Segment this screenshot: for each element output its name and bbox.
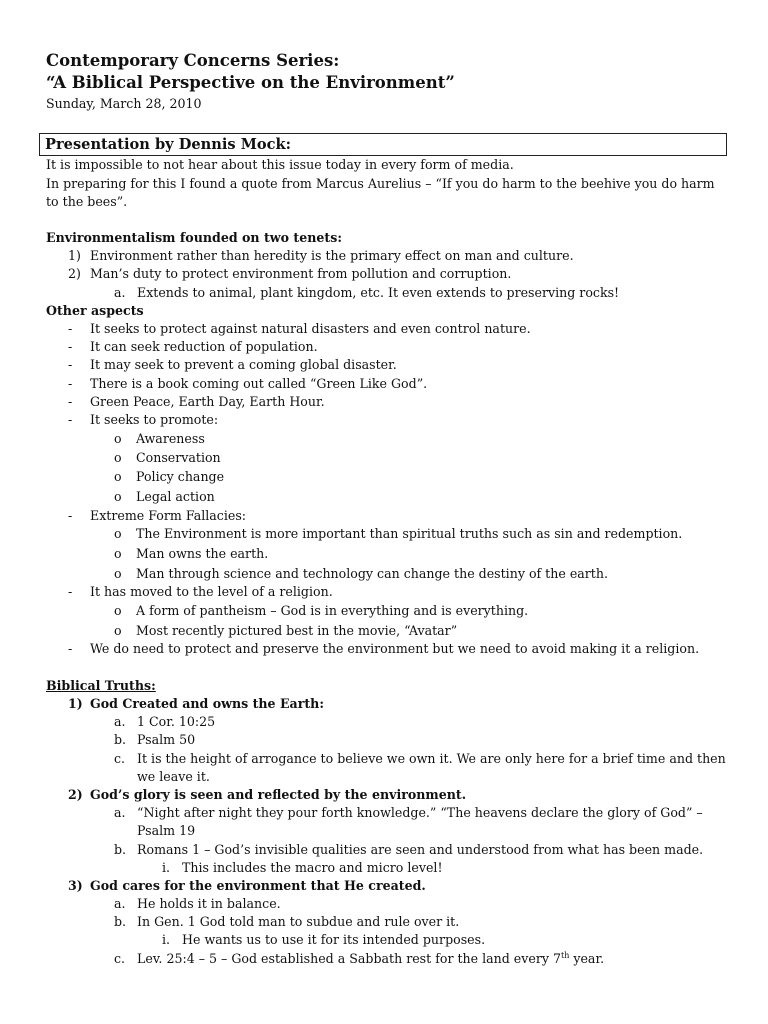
truth-sub-text: In Gen. 1 God told man to subdue and rule over it.: [137, 914, 460, 929]
dash-bullet: -: [68, 584, 73, 599]
religion-item: A form of pantheism – God is in everything and is everything.: [136, 603, 529, 618]
truth-sub-marker: a.: [114, 805, 126, 820]
dash-bullet: -: [68, 321, 73, 336]
truth-roman-text: He wants us to use it for its intended purposes.: [182, 932, 486, 947]
aspect-item: There is a book coming out called “Green Like God”.: [90, 376, 428, 391]
circle-bullet: o: [114, 566, 122, 581]
aspect-item: Green Peace, Earth Day, Earth Hour.: [90, 394, 325, 409]
document-date: Sunday, March 28, 2010: [46, 96, 202, 111]
dash-bullet: -: [68, 357, 73, 372]
truth-sub-marker: c.: [114, 951, 126, 966]
tenet-text: Man’s duty to protect environment from pollution and corruption.: [90, 266, 512, 281]
truth-marker: 3): [68, 878, 83, 893]
promote-item: Conservation: [136, 450, 221, 465]
dash-bullet: -: [68, 394, 73, 409]
dash-bullet: -: [68, 339, 73, 354]
truth-sub-text: “Night after night they pour forth knowledge.” “The heavens declare the glory of God” –: [137, 805, 703, 820]
circle-bullet: o: [114, 603, 122, 618]
promote-item: Policy change: [136, 469, 225, 484]
circle-bullet: o: [114, 526, 122, 541]
circle-bullet: o: [114, 489, 122, 504]
fallacy-item: Man owns the earth.: [136, 546, 269, 561]
intro-line-2: In preparing for this I found a quote from Marcus Aurelius – “If you do harm to the beehive you do harm: [46, 176, 715, 191]
truth-roman-marker: i.: [162, 932, 171, 947]
fallacy-item: Man through science and technology can change the destiny of the earth.: [136, 566, 608, 581]
aspect-item: Extreme Form Fallacies:: [90, 508, 247, 523]
other-aspects-heading: Other aspects: [46, 303, 144, 318]
fallacy-item: The Environment is more important than spiritual truths such as sin and redemption.: [136, 526, 683, 541]
lev-text: Lev. 25:4 – 5 – God established a Sabbath rest for the land every 7: [137, 951, 561, 966]
series-title: Contemporary Concerns Series:: [46, 51, 340, 70]
tenets-heading: Environmentalism founded on two tenets:: [46, 230, 342, 245]
truth-sub-text-continued: Psalm 19: [137, 823, 196, 838]
promote-item: Legal action: [136, 489, 215, 504]
truth-sub-marker: a.: [114, 896, 126, 911]
truth-sub-text: It is the height of arrogance to believe we own it. We are only here for a brief time and then: [137, 751, 726, 766]
circle-bullet: o: [114, 546, 122, 561]
truth-sub-text: Psalm 50: [137, 732, 196, 747]
document-title: “A Biblical Perspective on the Environment”: [46, 73, 455, 92]
truth-marker: 2): [68, 787, 83, 802]
intro-line-3: to the bees”.: [46, 194, 128, 209]
presenter-box: [39, 133, 727, 156]
truth-sub-marker: b.: [114, 732, 127, 747]
aspect-item: It seeks to promote:: [90, 412, 219, 427]
ordinal-suffix: th: [560, 950, 570, 960]
tenet-text: Environment rather than heredity is the primary effect on man and culture.: [90, 248, 574, 263]
truth-sub-text: Romans 1 – God’s invisible qualities are seen and understood from what has been made.: [137, 842, 704, 857]
aspect-item: It can seek reduction of population.: [90, 339, 318, 354]
circle-bullet: o: [114, 623, 122, 638]
aspect-item: It has moved to the level of a religion.: [90, 584, 333, 599]
aspect-item: It may seek to prevent a coming global disaster.: [90, 357, 397, 372]
truth-sub-marker: a.: [114, 714, 126, 729]
dash-bullet: -: [68, 641, 73, 656]
truth-sub-marker: c.: [114, 751, 126, 766]
truth-sub-text-continued: we leave it.: [137, 769, 210, 784]
truth-title: God cares for the environment that He created.: [90, 878, 426, 893]
intro-line-1: It is impossible to not hear about this issue today in every form of media.: [46, 157, 514, 172]
lev-text-end: year.: [569, 951, 605, 966]
truth-marker: 1): [68, 696, 83, 711]
promote-item: Awareness: [136, 431, 205, 446]
religion-item: Most recently pictured best in the movie, “Avatar”: [136, 623, 458, 638]
truth-sub-marker: b.: [114, 914, 127, 929]
truth-sub-marker: b.: [114, 842, 127, 857]
circle-bullet: o: [114, 431, 122, 446]
truth-roman-text: This includes the macro and micro level!: [182, 860, 443, 875]
dash-bullet: -: [68, 376, 73, 391]
circle-bullet: o: [114, 450, 122, 465]
circle-bullet: o: [114, 469, 122, 484]
tenet-sub-text: Extends to animal, plant kingdom, etc. It even extends to preserving rocks!: [137, 285, 620, 300]
presenter-heading: Presentation by Dennis Mock:: [45, 136, 292, 153]
tenet-sub-marker: a.: [114, 285, 126, 300]
tenet-marker: 2): [68, 266, 81, 281]
truth-roman-marker: i.: [162, 860, 171, 875]
biblical-truths-heading: Biblical Truths:: [46, 678, 156, 693]
truth-sub-text: 1 Cor. 10:25: [137, 714, 216, 729]
truth-sub-text: He holds it in balance.: [137, 896, 281, 911]
truth-title: God’s glory is seen and reflected by the environment.: [90, 787, 467, 802]
aspect-item: It seeks to protect against natural disasters and even control nature.: [90, 321, 531, 336]
dash-bullet: -: [68, 412, 73, 427]
tenet-marker: 1): [68, 248, 81, 263]
truth-sub-text: [137, 950, 604, 968]
dash-bullet: -: [68, 508, 73, 523]
truth-title: God Created and owns the Earth:: [90, 696, 324, 711]
aspect-item: We do need to protect and preserve the environment but we need to avoid making it a religion.: [90, 641, 700, 656]
